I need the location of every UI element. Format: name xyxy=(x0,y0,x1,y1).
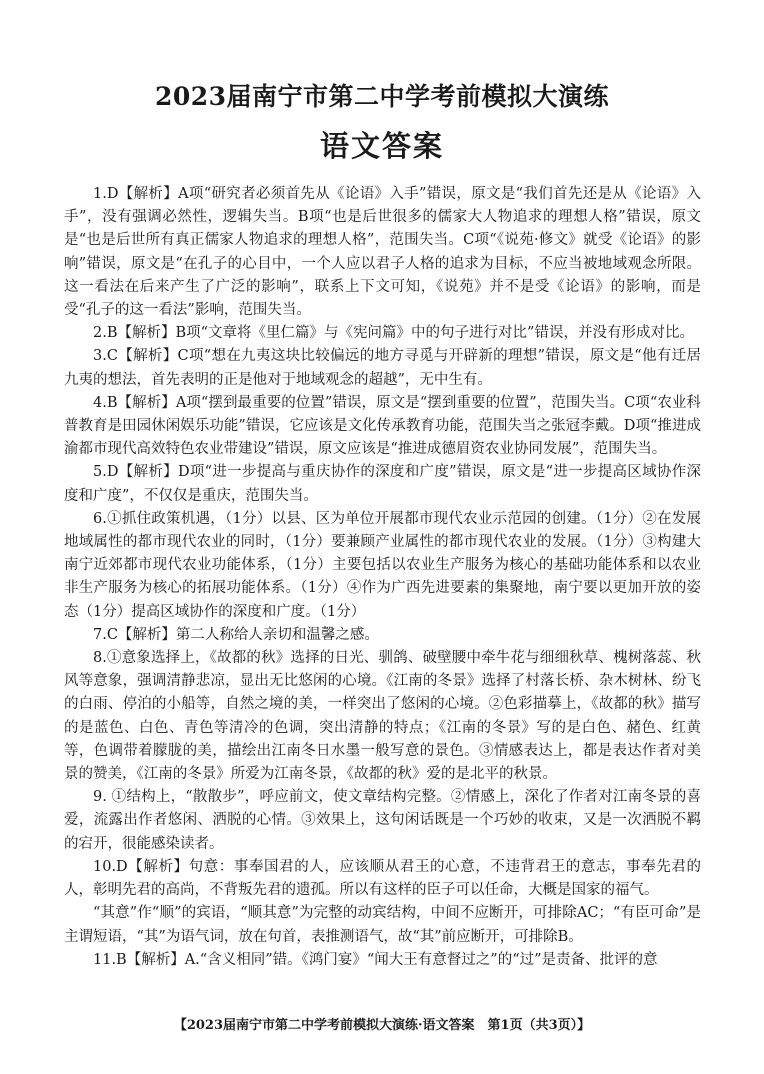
answer-item-4: 4.B【解析】A项“摆到最重要的位置”错误，原文是“摆到重要的位置”，范围失当。C项“农业科普教育是田园休闲娱乐功能”错误，它应该是文化传承教育功能，范围失当之张冠李戴。D项“推进成渝都市现代高效特色农业带建设”错误，原文应该是“推进成德眉资农业协同发展”，范围失当。 xyxy=(64,394,701,458)
document-title: 2023届南宁市第二中学考前模拟大演练 xyxy=(154,82,610,111)
answer-item-6: 6.①抓住政策机遇，（1分）以县、区为单位开展都市现代农业示范园的创建。（1分）②在发展地域属性的都市现代农业的同时，（1分）要兼顾产业属性的都市现代农业的发展。（1分）③构建大南宁近郊都市现代农业功能体系，（1分）主要包括以农业生产服务为核心的基础功能体系和以农业非生产服务为核心的拓展功能体系。（1分）④作为广西先进要素的集聚地，南宁要以更加开放的姿态（1分）提高区域协作的深度和广度。（1分） xyxy=(64,510,701,620)
answer-item-3: 3.C【解析】C项“想在九夷这块比较偏远的地方寻觅与开辟新的理想”错误，原文是“他有迁居九夷的想法，首先表明的正是他对于地域观念的超越”，无中生有。 xyxy=(64,348,701,388)
answer-item-10-continued: “其意”作“顺”的宾语，“顺其意”为完整的动宾结构，中间不应断开，可排除AC；“有臣可命”是主谓短语，“其”为语气词，放在句首，表推测语气，故“其”前应断开，可排除B。 xyxy=(64,905,701,945)
page-footer: 【2023届南宁市第二中学考前模拟大演练·语文答案 第1页（共3页）】 xyxy=(173,1018,591,1033)
answer-item-10: 10.D【解析】句意：事奉国君的人，应该顺从君王的心意，不违背君王的意志，事奉先君的人，彰明先君的高尚，不背叛先君的遗孤。所以有这样的臣子可以任命，大概是国家的福气。 xyxy=(64,858,701,899)
answer-item-11: 11.B【解析】A.“含义相同”错。《鸿门宴》“闻大王有意督过之”的“过”是责备、批评的意 xyxy=(93,951,658,968)
answer-item-9: 9. ①结构上，“散散步”，呼应前文，使文章结构完整。②情感上，深化了作者对江南冬景的喜爱，流露出作者悠闲、洒脱的心情。③效果上，这句闲话既是一个巧妙的收束，又是一次洒脱不羁的宕开，很能感染读者。 xyxy=(64,789,701,852)
answer-item-2: 2.B【解析】B项“文章将《里仁篇》与《宪问篇》中的句子进行对比”错误，并没有形成对比。 xyxy=(93,325,694,342)
answer-item-1: 1.D【解析】A项“研究者必须首先从《论语》入手”错误，原文是“我们首先还是从《论语》入手”，没有强调必然性，逻辑失当。B项“也是后世很多的儒家大人物追求的理想人格”错误，原文是“也是后世所有真正儒家人物追求的理想人格”，范围失当。C项“《说苑·修文》就受《论语》的影响”错误，原文是“在孔子的心目中，一个人应以君子人格的追求为目标，不应当被地域观念所限。这一看法在后来产生了广泛的影响”，联系上下文可知，《说苑》并不是受《论语》的影响，而是受“孔子的这一看法”影响，范围失当。 xyxy=(64,186,701,319)
answer-item-5: 5.D【解析】D项“进一步提高与重庆协作的深度和广度”错误，原文是“进一步提高区域协作深度和广度”，不仅仅是重庆，范围失当。 xyxy=(64,464,701,504)
document-subtitle: 语文答案 xyxy=(319,129,444,163)
answer-item-7: 7.C【解析】第二人称给人亲切和温馨之感。 xyxy=(93,626,379,643)
answer-item-8: 8.①意象选择上，《故都的秋》选择的日光、驯鸽、破壁腰中牵牛花与细细秋草、槐树落蕊、秋风等意象，强调清静悲凉，显出无比悠闲的心境。《江南的冬景》选择了村落长桥、杂木树林、纷飞的白雨、停泊的小船等，自然之境的美，一样突出了悠闲的心境。②色彩描摹上，《故都的秋》描写的是蓝色、白色、青色等清冷的色调，突出清静的特点；《江南的冬景》写的是白色、赭色、红黄等，色调带着朦胧的美，描绘出江南冬日水墨一般写意的景色。③情感表达上，都是表达作者对美景的赞美，《江南的冬景》所爱为江南冬景，《故都的秋》爱的是北平的秋景。 xyxy=(64,650,701,783)
answer-body xyxy=(64,183,701,972)
